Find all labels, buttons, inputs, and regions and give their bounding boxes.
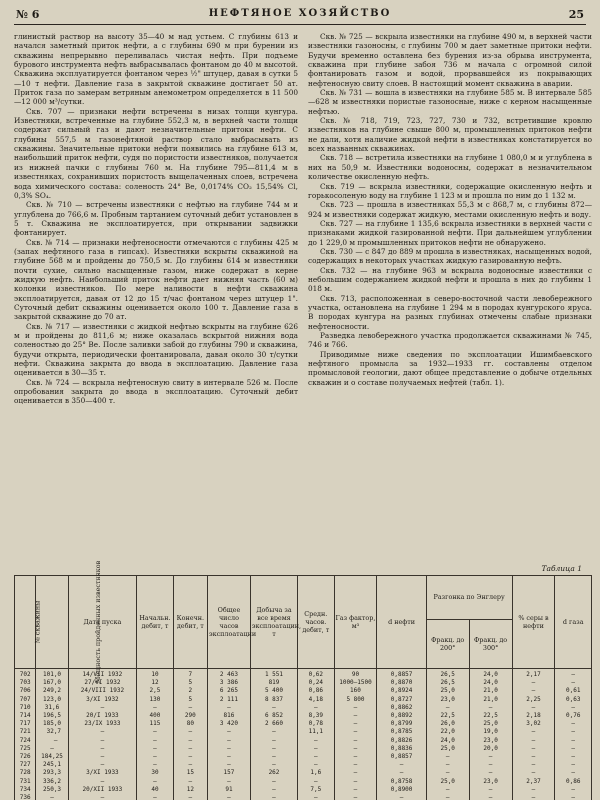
table-header-cell: Фракц. до 200° [426, 619, 469, 668]
left-text-column [14, 32, 298, 556]
table-header-cell: d нефти [377, 576, 426, 669]
table-header-cell: Конечн. дебит, т [173, 576, 207, 669]
table-column-cells: 2 463 3 386 6 265 2 111 — 816 3 420 — — — — — 157 — 91 — [208, 669, 251, 800]
table-header-cell: Общее число часов эксплоатации [208, 576, 251, 669]
table-header-cell: Фракц. до 300° [469, 619, 512, 668]
table-column-cells: 702 703 706 707 710 714 717 721 724 725 726 727 728 731 734 736 [15, 669, 36, 800]
journal-title: НЕФТЯНОЕ ХОЗЯЙСТВО [208, 8, 392, 19]
table-header-row [15, 576, 592, 620]
paragraph: Скв. 727 — на глубине 1 135,6 вскрыла известняки в верхней части с признаками жидкой газированной нефти. При дальнейшем углублении до 1 229,0 м промышленных притоков нефти не обнаружено. [308, 218, 592, 247]
page-number-left: № 6 [16, 8, 40, 21]
paragraph: Разведка левобережного участка продолжается скважинами № 745, 746 и 766. [308, 331, 592, 350]
table-header-cell: d газа [555, 576, 592, 669]
table-label: Таблица 1 [541, 564, 582, 573]
table-header-cell: Мощность пройденных известняков [36, 576, 68, 669]
table-column-cells: 14/VII 1932 27/VI 1932 24/VIII 1932 3/XI 1932 — 20/I 1933 23/IX 1933 — — — — — 3/XI 1933 — 20/XII 1933 — [68, 669, 137, 800]
table-header-group: Разгонка по Энглеру [426, 576, 512, 620]
table-column-cells: 2,17 — — 2,25 — 2,18 3,02 — — — — — — 2,37 — — [512, 669, 555, 800]
paragraph: Скв. 713, расположенная в северо-восточной части левобережного участка, остановлена на глубине 1 294 м в породах кунгурского яруса. В породах кунгура на разных глубинах отмечены слабые признаки нефтеносности. [308, 293, 592, 331]
table-column-cells: 90 1000—1500 160 5 800 — — — — — — — — — — — — [334, 669, 377, 800]
table-body-row [15, 669, 592, 800]
paragraph: Скв. № 725 — вскрыла известняки на глубине 490 м, в верхней части известняки газоносны, с глубины 700 м дает заметные притоки нефти. Будучи временно оставлена без бурения из-за обрыва инструмента, скважина при глубине забоя 736 м начала с огромной силой фонтанировать газом и водой, прорвавшейся из покрывающих нефтеносную свиту слоев. В настоящий момент скважина в аварии. [308, 32, 592, 88]
table-column-cells: 26,5 26,5 25,0 23,0 — 22,5 26,0 22,0 24,0 25,0 — — — 25,0 — — [426, 669, 469, 800]
table-header-cell: Дата пуска [68, 576, 137, 669]
paragraph: Скв. 707 — признаки нефти встречены в низах толщи кунгура. Известняки, встреченные на глубине 552,3 м, в верхней части толщи содержат сильный газ и дают незначительные притоки нефти. С глубины 557,5 м газонефтяной раствор стало выбрасывать из скважины. Значительные притоки нефти появились на глубине 613 м, наибольший приток нефти, судя по пористости известняков, получается из нижней пачки с глубины 760 м. На глубине 795—811,4 м в известняках, сохранивших пористость выщелаченных слоев, встречена вода химического состава: соленость 24° Bе, 0,0174% CO₂ 15,54% Cl, 0,3% SO₄. [14, 106, 298, 200]
table-column-cells: 1 551 819 5 400 8 837 — 6 852 2 660 — — — — — 262 — — — [250, 669, 297, 800]
paragraph: глинистый раствор на высоту 35—40 м над устьем. С глубины 613 и начался заметный приток нефти, а с глубины 690 м при бурении из скважины непрерывно переливалась чистая нефть. При подъеме бурового инструмента нефть выбрасывалась фонтаном до 40 м высотой. Скважина эксплуатируется фонтаном через ½" штуцер, давая в сутки 5—10 т нефти. Давление газа в закрытой скважине достигает 50 ат. Приток газа по замерам ветряным анемометром определяется в 11 500—12 000 м³/сутки. [14, 32, 298, 107]
table-header-cell: Добыча за все время эксплоатации, т [250, 576, 297, 669]
table-header-cell: Газ фактор, м³ [334, 576, 377, 669]
table-header-cell: Средн. часов. дебит, т [298, 576, 334, 669]
paragraph: Скв. 732 — на глубине 963 м вскрыла водоносные известняки с небольшим содержанием жидкой нефти и прошла в них до глубины 1 018 м. [308, 265, 592, 294]
paragraph: Скв. № 710 — встречены известняки с нефтью на глубине 744 м и углублена до 766,6 м. Пробным тартанием суточный дебит установлен в 5 т. Скважина не эксплоатируется, при открывании задвижки фонтанирует. [14, 200, 298, 238]
table-column-cells: — — 0,61 0,63 — 0,76 — — — — — — — 0,86 — — [555, 669, 592, 800]
table-header-cell: № скважины [15, 576, 36, 669]
paragraph: Скв. 723 — прошла в известняках 55,3 м с 868,7 м, с глубины 872—924 м известняки содержат жидкую, местами окисленную нефть и воду. [308, 200, 592, 219]
table-header-cell: Начальн. дебит, т [137, 576, 173, 669]
paragraph: Скв. № 717 — известняки с жидкой нефтью вскрыты на глубине 626 м и пройдены до 811,6 м; ниже оказалась вскрытой нижняя вода соленостью до 25° Bе. После заливки забой до глубины 790 и скважина, будучи открыта, периодически фонтанировала, давая около 30 т/сутки нефти. Скважина закрыта до ввода в эксплоатацию. Давление газа оценивается в 30—35 т. [14, 321, 298, 378]
table-column-cells: 10 12 2,5 130 — 400 115 — — — — — 30 — 40 — [137, 669, 173, 800]
paragraph: Скв. 730 — с 847 до 889 м прошла в известняках, насыщенных водой, содержащих в некоторых участках жидкую газированную нефть. [308, 246, 592, 266]
paragraph: Скв. 719 — вскрыла известняки, содержащие окисленную нефть и горькосоленую воду на глубине 1 123 м и прошла по ним до 1 132 м. [308, 181, 592, 200]
paragraph: Скв. № 724 — вскрыла нефтеносную свиту в интервале 526 м. После опробования закрыта до ввода в эксплоатацию. Суточный дебит оценивается в 350—400 т. [14, 377, 298, 406]
page-header [14, 6, 586, 25]
table-column-cells: 0,8857 0,8870 0,8924 0,8727 0,8862 0,8892 0,8799 0,8785 0,8826 0,8836 0,8857 — — 0,8758 0,8900 — [377, 669, 426, 800]
paragraph: Скв. 718 — встретила известняки на глубине 1 080,0 м и углублена в них на 50,9 м. Известняки водоносны, содержат в незначительном количестве окисленную нефть. [308, 153, 592, 182]
paragraph: Приводимые ниже сведения по эксплоатации Ишимбаевского нефтяного промысла за 1932—1933 гг. составлены отделом промысловой геологии, дают общее представление о добыче отдельных скважин и о составе получаемых нефтей (табл. 1). [308, 349, 592, 387]
page-number-right: 25 [568, 8, 584, 21]
table-column-cells: 101,0 167,0 249,2 123,0 31,6 196,5 185,0 32,7 — — 184,25 245,1 293,3 336,2 250,3 — [36, 669, 68, 800]
paragraph: Скв. № 731 — вошла в известняки на глубине 585 м. В интервале 585—628 м известняки пористые газоносные, ниже с керном насыщенные нефтью. [308, 88, 592, 116]
paragraph: Скв. № 718, 719, 723, 727, 730 и 732, встретившие кровлю известняков на глубине свыше 800 м, промышленных притоков нефти не дали, хотя наличие жидкой нефти в известняках констатируется во всех названных скважинах. [308, 116, 592, 154]
table-column-cells: 7 5 2 5 — 290 80 — — — — — 15 — 12 — [173, 669, 207, 800]
paragraph: Скв. № 714 — признаки нефтеносности отмечаются с глубины 425 м (запах нефтяного газа в гипсах). Известняки вскрыты скважиной на глубине 568 м и пройдены до 750,5 м. До глубины 614 м известняки почти сухие, сильно насыщенные газом, ниже содержат в керне жидкую нефть. Наибольший приток нефти дает нижняя часть (60 м) колонки известняков. По мере наливости в нефти скважина эксплоатируется, давая от 12 до 15 т/час фонтаном через штуцер 1". Суточный дебит скважины оценивается около 100 т. Давление газа в закрытой скважине до 70 ат. [14, 237, 298, 322]
table-column-cells: 24,0 24,0 21,0 21,0 — 22,5 25,0 19,0 23,0 20,0 — — — 23,0 — — [469, 669, 512, 800]
table-header-cell: % серы в нефти [512, 576, 555, 669]
table-column-cells: 0,62 0,24 0,86 4,18 — 8,39 0,78 11,1 — — — — 1,6 — 7,5 — [298, 669, 334, 800]
right-text-column [308, 32, 592, 562]
